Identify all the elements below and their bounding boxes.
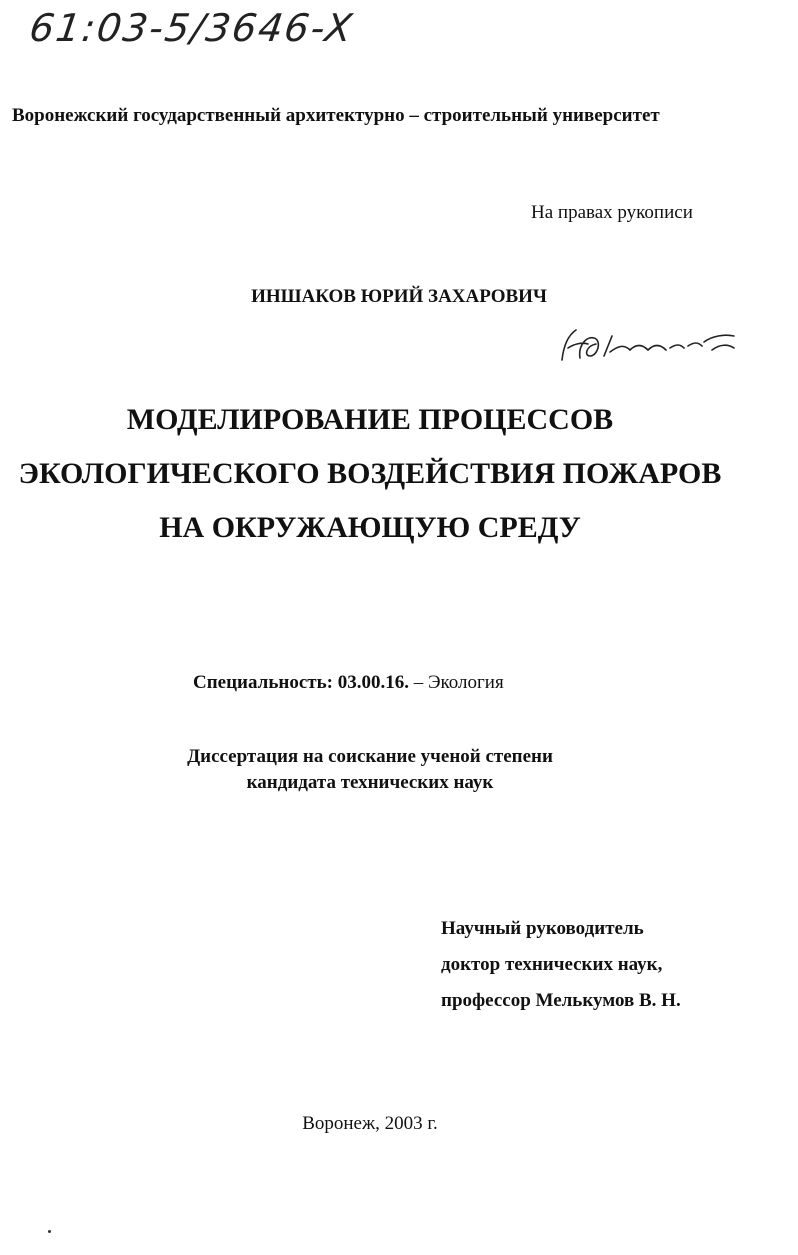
manuscript-note: На правах рукописи xyxy=(531,202,693,223)
specialty-label: Специальность: xyxy=(193,672,333,693)
author-signature xyxy=(552,322,742,370)
scan-speck xyxy=(48,1230,51,1233)
title-line-1: МОДЕЛИРОВАНИЕ ПРОЦЕССОВ xyxy=(126,403,614,436)
supervisor-line-1: Научный руководитель xyxy=(441,918,644,939)
supervisor-line-2: доктор технических наук, xyxy=(441,954,663,975)
dissertation-title xyxy=(0,393,740,555)
degree-line-2: кандидата технических наук xyxy=(246,772,494,793)
handwritten-archive-code: 61:03-5/3646-X xyxy=(26,6,357,50)
degree-line-1: Диссертация на соискание ученой степени xyxy=(187,746,553,767)
city-year: Воронеж, 2003 г. xyxy=(302,1113,438,1134)
supervisor-line-3: профессор Мелькумов В. Н. xyxy=(441,990,681,1011)
specialty-line xyxy=(193,672,504,694)
title-line-3: НА ОКРУЖАЮЩУЮ СРЕДУ xyxy=(159,511,581,544)
university-name: Воронежский государственный архитектурно – строительный университет xyxy=(12,105,660,126)
supervisor-block xyxy=(441,911,681,1019)
specialty-name: – Экология xyxy=(413,672,504,693)
specialty-code: 03.00.16. xyxy=(337,672,409,693)
author-name: ИНШАКОВ ЮРИЙ ЗАХАРОВИЧ xyxy=(251,286,547,307)
title-line-2: ЭКОЛОГИЧЕСКОГО ВОЗДЕЙСТВИЯ ПОЖАРОВ xyxy=(18,457,722,490)
degree-statement xyxy=(0,744,740,796)
